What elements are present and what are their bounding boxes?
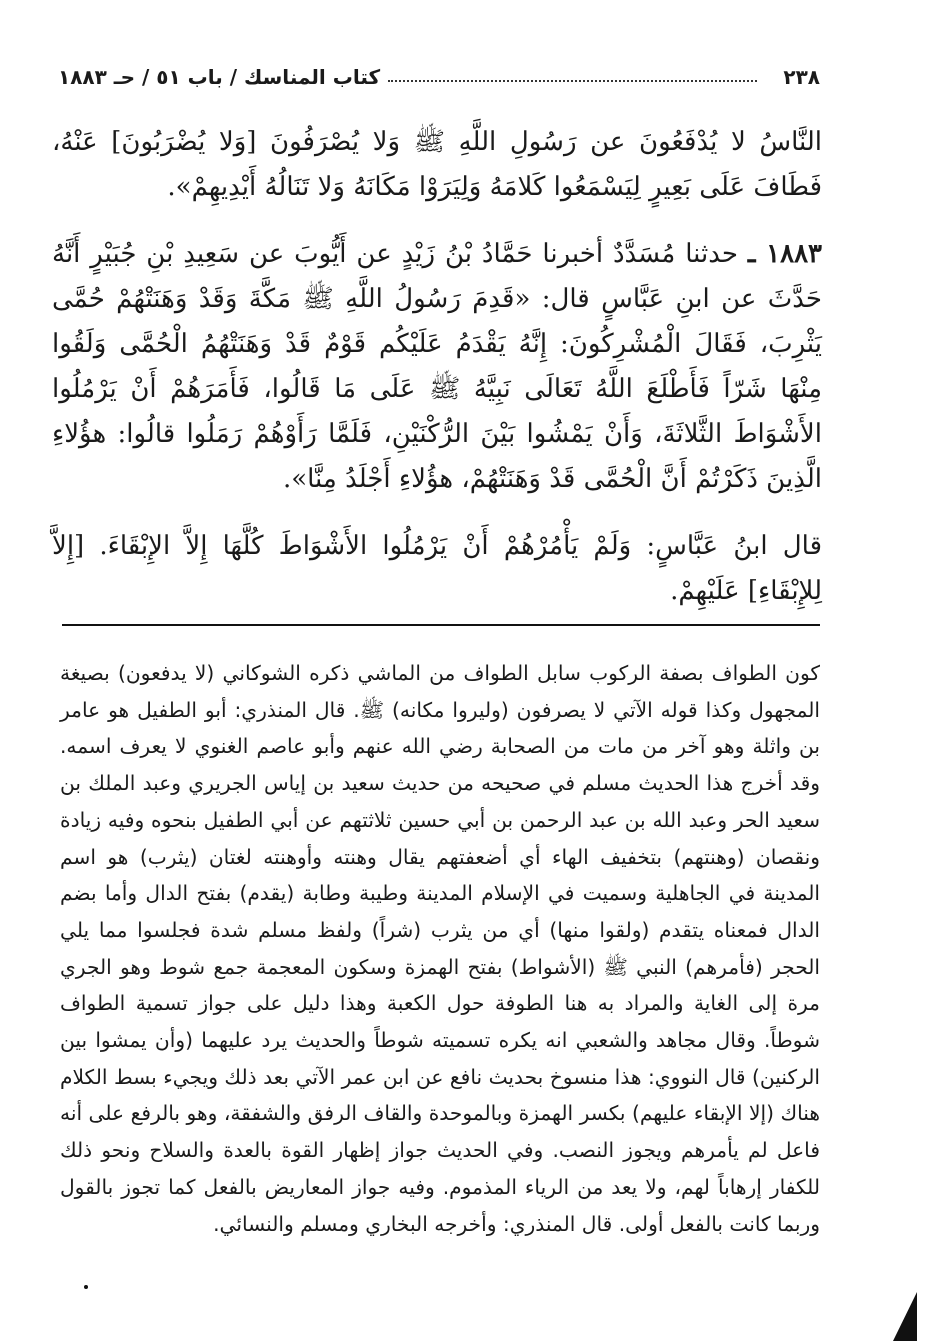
running-title: كتاب المناسك / باب ٥١ / حـ ١٨٨٣ bbox=[58, 65, 381, 89]
page-corner-mark bbox=[893, 1292, 917, 1341]
main-paragraph-3: قال ابنُ عَبَّاسٍ: وَلَمْ يَأْمُرْهُمْ أَنْ يَرْمُلُوا الأَشْوَاطَ كُلَّهَا إِلاَّ الإِبْقَاءَ. [إِلاَّ لِلإِبْقَاءِ] عَلَيْهِمْ. bbox=[52, 531, 822, 606]
page-number: ٢٣٨ bbox=[783, 65, 820, 89]
main-paragraph-1: النَّاسُ لا يُدْفَعُونَ عن رَسُولِ اللَّهِ ﷺ وَلا يُصْرَفُونَ [وَلا يُضْرَبُونَ] عَنْهُ، فَطَافَ عَلَى بَعِيرٍ لِيَسْمَعُوا كَلامَهُ وَلِيَرَوْا مَكَانَهُ وَلا تَنَالُهُ أَيْدِيهِمْ». bbox=[52, 127, 822, 202]
hadith-text: حدثنا مُسَدَّدٌ أخبرنا حَمَّادُ بْنُ زَيْدٍ عن أَيُّوبَ عن سَعِيدِ بْنِ جُبَيْرٍ أَنَّهُ حَدَّثَ عن ابنِ عَبَّاسٍ قال: «قَدِمَ رَسُولُ اللَّهِ ﷺ مَكَّةَ وَقَدْ وَهَنَتْهُمْ حُمَّى يَثْرِبَ، فَقَالَ الْمُشْرِكُونَ: إِنَّهُ يَقْدَمُ عَلَيْكُم قَوْمٌ قَدْ وَهَنَتْهُمُ الْحُمَّى وَلَقُوا مِنْهَا شَرّاً فَأَطْلَعَ اللَّهُ تَعَالَى نَبِيَّهُ ﷺ عَلَى مَا قَالُوا، فَأَمَرَهُمْ أَنْ يَرْمُلُوا الأَشْوَاطَ الثَّلاثَةَ، وَأَنْ يَمْشُوا بَيْنَ الرُّكْنَيْنِ، فَلَمَّا رَأَوْهُمْ رَمَلُوا قالُوا: هؤُلاءِ الَّذِينَ ذَكَرْتُمْ أَنَّ الْحُمَّى قَدْ وَهَنَتْهُمْ، هؤُلاءِ أَجْلَدُ مِنَّا». bbox=[52, 239, 822, 494]
main-paragraph-2 bbox=[52, 232, 822, 502]
footnote-separator-line bbox=[62, 624, 820, 626]
hadith-number: ١٨٨٣ ـ bbox=[747, 239, 822, 269]
header-dotted-leader bbox=[388, 80, 757, 82]
footnote-commentary bbox=[60, 655, 820, 1242]
scan-dot-mark bbox=[84, 1285, 88, 1289]
main-text bbox=[52, 120, 822, 614]
footnote-text: كون الطواف بصفة الركوب سابل الطواف من الماشي ذكره الشوكاني (لا يدفعون) بصيغة المجهول وكذا قوله الآتي لا يصرفون (وليروا مكانه) ﷺ. قال المنذري: أبو الطفيل هو عامر بن واثلة وهو آخر من مات من الصحابة رضي الله عنهم وأبو عاصم الغنوي لا يعرف اسمه. وقد أخرج هذا الحديث مسلم في صحيحه من حديث سعيد بن إياس الجريري وعبد الملك بن سعيد الحر وعبد الله بن عبد الرحمن بن أبي حسين ثلاثتهم عن أبي الطفيل بنحوه وفيه زيادة ونقصان (وهنتهم) بتخفيف الهاء أي أضعفتهم يقال وهنته وأوهنته لغتان (يثرب) هو اسم المدينة في الجاهلية وسميت في الإسلام المدينة وطيبة وطابة (يقدم) بفتح الدال وأما بضم الدال فمعناه يتقدم (ولقوا منها) أي من يثرب (شراً) ولفظ مسلم شدة فجلسوا مما يلي الحجر (فأمرهم) النبي ﷺ (الأشواط) بفتح الهمزة وسكون المعجمة جمع شوط وهو الجري مرة إلى الغاية والمراد به هنا الطوفة حول الكعبة وهذا دليل على جواز تسمية الطواف شوطاً. وقال مجاهد والشعبي انه يكره تسميته شوطاً والحديث يرد عليهما (وأن يمشوا بين الركنين) قال النووي: هذا منسوخ بحديث نافع عن ابن عمر الآتي بعد ذلك ويجيء بسط الكلام هناك (إلا الإبقاء عليهم) بكسر الهمزة وبالموحدة والقاف الرفق والشفقة، وهو بالرفع على أنه فاعل لم يأمرهم ويجوز النصب. وفي الحديث جواز إظهار القوة بالعدة والسلاح ونحو ذلك للكفار إرهاباً لهم، ولا يعد من الرياء المذموم. وفيه جواز المعاريض بالفعل كما تجوز بالقول وربما كانت بالفعل أولى. قال المنذري: وأخرجه البخاري ومسلم والنسائي. bbox=[60, 661, 820, 1236]
page-header bbox=[58, 62, 820, 92]
